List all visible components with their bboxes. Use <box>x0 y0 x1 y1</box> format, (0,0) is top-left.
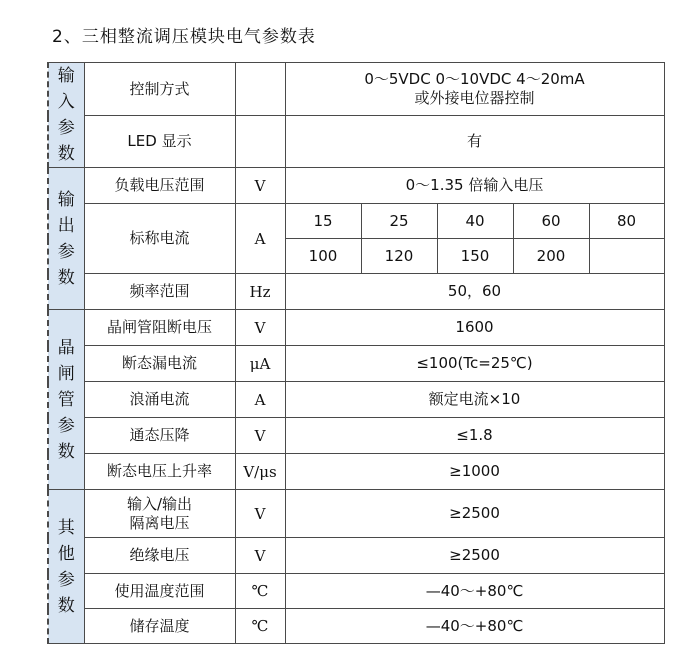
current-value: 150 <box>437 239 513 274</box>
row-unit: ℃ <box>235 574 285 609</box>
row-unit: μA <box>235 346 285 382</box>
row-name: 控制方式 <box>84 63 235 116</box>
table-row <box>48 538 664 574</box>
group-other-label: 其 他 参 数 <box>48 490 84 644</box>
row-name: LED 显示 <box>84 116 235 168</box>
table-row <box>48 346 664 382</box>
current-value: 40 <box>437 204 513 239</box>
table-row <box>48 418 664 454</box>
group-output-label: 输 出 参 数 <box>48 168 84 310</box>
row-unit: A <box>235 382 285 418</box>
current-value: 80 <box>589 204 664 239</box>
row-unit <box>235 63 285 116</box>
row-unit: V <box>235 538 285 574</box>
row-unit: Hz <box>235 274 285 310</box>
table-row <box>48 609 664 644</box>
row-name: 通态压降 <box>84 418 235 454</box>
row-value: 0～1.35 倍输入电压 <box>285 168 664 204</box>
row-unit: ℃ <box>235 609 285 644</box>
page-title: 2、三相整流调压模块电气参数表 <box>52 27 316 47</box>
group-thyristor-label: 晶 闸 管 参 数 <box>48 310 84 490</box>
row-value: 1600 <box>285 310 664 346</box>
current-value: 120 <box>361 239 437 274</box>
row-value: ≥2500 <box>285 490 664 538</box>
row-name: 储存温度 <box>84 609 235 644</box>
table-row <box>48 168 664 204</box>
row-unit <box>235 116 285 168</box>
table-row <box>48 490 664 538</box>
row-value: 0～5VDC 0～10VDC 4～20mA 或外接电位器控制 <box>285 63 664 116</box>
row-name: 频率范围 <box>84 274 235 310</box>
current-value <box>589 239 664 274</box>
table-row <box>48 204 664 239</box>
row-name: 断态电压上升率 <box>84 454 235 490</box>
current-value: 60 <box>513 204 589 239</box>
row-unit: V <box>235 310 285 346</box>
table-row <box>48 63 664 116</box>
row-name: 绝缘电压 <box>84 538 235 574</box>
group-input-label: 输 入 参 数 <box>48 63 84 168</box>
row-value: ≤1.8 <box>285 418 664 454</box>
table-row <box>48 382 664 418</box>
row-unit: V <box>235 168 285 204</box>
row-name: 输入/输出 隔离电压 <box>84 490 235 538</box>
row-unit: V/μs <box>235 454 285 490</box>
row-value: ≥1000 <box>285 454 664 490</box>
row-value: 有 <box>285 116 664 168</box>
row-name: 晶闸管阻断电压 <box>84 310 235 346</box>
row-unit: V <box>235 490 285 538</box>
row-unit: V <box>235 418 285 454</box>
table-row <box>48 310 664 346</box>
table-row <box>48 574 664 609</box>
row-name: 使用温度范围 <box>84 574 235 609</box>
row-unit: A <box>235 204 285 274</box>
parameter-table <box>47 62 665 644</box>
table-row <box>48 274 664 310</box>
row-name: 浪涌电流 <box>84 382 235 418</box>
row-value: 额定电流×10 <box>285 382 664 418</box>
table-row <box>48 454 664 490</box>
current-value: 15 <box>285 204 361 239</box>
row-name: 标称电流 <box>84 204 235 274</box>
row-value: ≤100(Tc=25℃) <box>285 346 664 382</box>
table-row <box>48 116 664 168</box>
row-value: —40～+80℃ <box>285 609 664 644</box>
current-value: 200 <box>513 239 589 274</box>
row-name: 负载电压范围 <box>84 168 235 204</box>
current-value: 25 <box>361 204 437 239</box>
current-value: 100 <box>285 239 361 274</box>
row-value: ≥2500 <box>285 538 664 574</box>
row-name: 断态漏电流 <box>84 346 235 382</box>
row-value: 50，60 <box>285 274 664 310</box>
row-value: —40～+80℃ <box>285 574 664 609</box>
